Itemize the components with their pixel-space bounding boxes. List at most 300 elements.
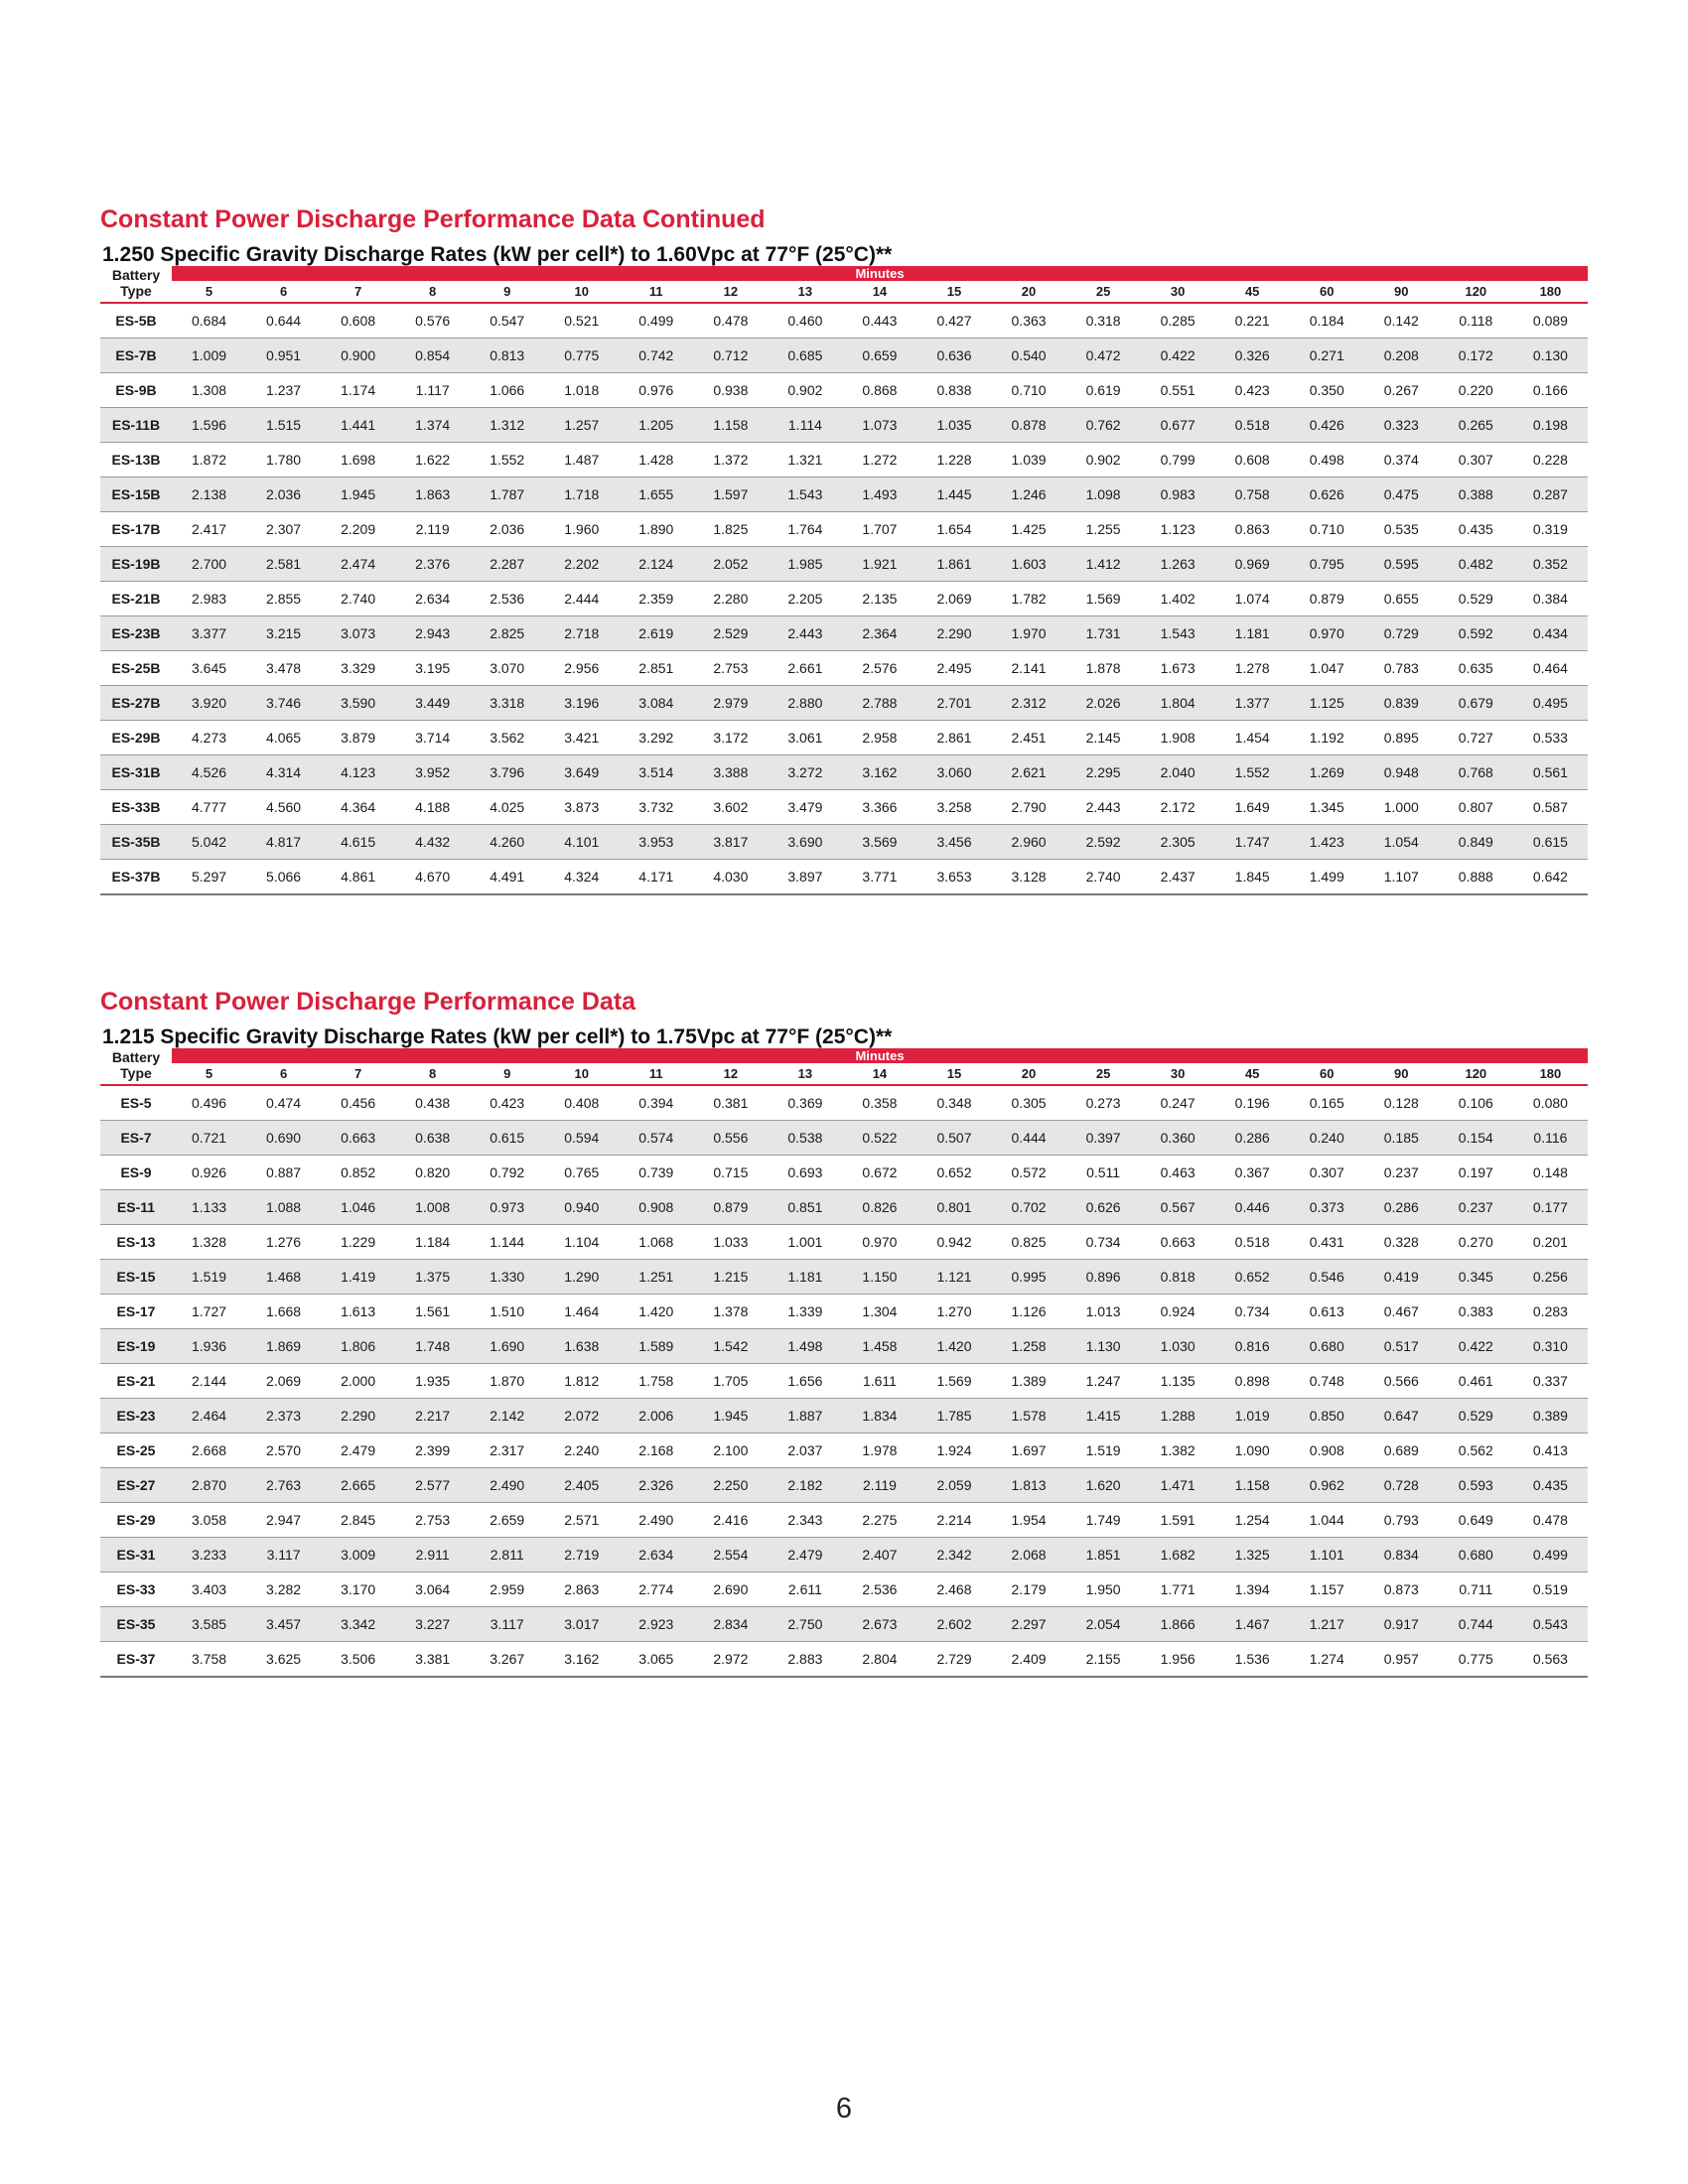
value-cell: 1.046 [321,1190,395,1225]
value-cell: 2.290 [916,616,991,651]
value-cell: 3.196 [544,686,619,721]
value-cell: 2.592 [1066,825,1141,860]
value-cell: 2.036 [470,512,544,547]
value-cell: 0.744 [1439,1607,1513,1642]
value-cell: 1.945 [693,1399,768,1433]
value-cell: 0.970 [1290,616,1364,651]
value-cell: 1.498 [768,1329,842,1364]
value-cell: 2.851 [619,651,693,686]
value-cell: 0.863 [1215,512,1290,547]
value-cell: 1.960 [544,512,619,547]
value-cell: 1.878 [1066,651,1141,686]
value-cell: 1.308 [172,373,246,408]
value-cell: 0.434 [1513,616,1588,651]
value-cell: 2.305 [1141,825,1215,860]
value-cell: 0.854 [395,339,470,373]
value-cell: 1.697 [992,1433,1066,1468]
minutes-row [100,1063,1588,1085]
value-cell: 1.851 [1066,1538,1141,1572]
value-cell: 0.413 [1513,1433,1588,1468]
value-cell: 2.407 [842,1538,916,1572]
value-cell: 0.472 [1066,339,1141,373]
minute-header-cell: 90 [1364,1063,1439,1085]
table-row [100,721,1588,755]
value-cell: 0.237 [1439,1190,1513,1225]
value-cell: 2.673 [842,1607,916,1642]
battery-type-cell: ES-9 [100,1156,172,1190]
value-cell: 2.443 [1066,790,1141,825]
value-cell: 3.388 [693,755,768,790]
value-cell: 1.304 [842,1295,916,1329]
value-cell: 2.069 [916,582,991,616]
minute-header-cell: 5 [172,281,246,303]
battery-type-cell: ES-31B [100,755,172,790]
battery-type-cell: ES-15B [100,478,172,512]
value-cell: 0.801 [916,1190,991,1225]
value-cell: 1.047 [1290,651,1364,686]
battery-type-cell: ES-37 [100,1642,172,1678]
value-cell: 1.135 [1141,1364,1215,1399]
value-cell: 2.972 [693,1642,768,1678]
value-cell: 0.615 [1513,825,1588,860]
value-cell: 0.374 [1364,443,1439,478]
value-cell: 1.758 [619,1364,693,1399]
value-cell: 0.995 [992,1260,1066,1295]
value-cell: 3.366 [842,790,916,825]
value-cell: 2.690 [693,1572,768,1607]
value-cell: 2.753 [693,651,768,686]
value-cell: 1.377 [1215,686,1290,721]
value-cell: 0.408 [544,1085,619,1121]
value-cell: 1.415 [1066,1399,1141,1433]
value-cell: 0.383 [1439,1295,1513,1329]
value-cell: 0.576 [395,303,470,339]
value-cell: 2.373 [246,1399,321,1433]
value-cell: 0.652 [1215,1260,1290,1295]
value-cell: 2.943 [395,616,470,651]
value-cell: 1.000 [1364,790,1439,825]
minute-header-cell: 120 [1439,281,1513,303]
value-cell: 1.039 [992,443,1066,478]
value-cell: 1.035 [916,408,991,443]
value-cell: 0.478 [693,303,768,339]
value-cell: 3.920 [172,686,246,721]
value-cell: 0.467 [1364,1295,1439,1329]
value-cell: 0.729 [1364,616,1439,651]
value-cell: 3.645 [172,651,246,686]
value-cell: 3.449 [395,686,470,721]
value-cell: 4.777 [172,790,246,825]
minute-header-cell: 11 [619,281,693,303]
table-row [100,686,1588,721]
value-cell: 0.849 [1439,825,1513,860]
value-cell: 4.273 [172,721,246,755]
value-cell: 2.100 [693,1433,768,1468]
value-cell: 2.979 [693,686,768,721]
value-cell: 0.529 [1439,582,1513,616]
value-cell: 0.976 [619,373,693,408]
value-cell: 4.123 [321,755,395,790]
table-row [100,443,1588,478]
value-cell: 0.902 [1066,443,1141,478]
value-cell: 0.693 [768,1156,842,1190]
value-cell: 1.747 [1215,825,1290,860]
value-cell: 1.420 [619,1295,693,1329]
battery-type-cell: ES-17B [100,512,172,547]
value-cell: 1.009 [172,339,246,373]
value-cell: 1.074 [1215,582,1290,616]
value-cell: 2.342 [916,1538,991,1572]
value-cell: 0.543 [1513,1607,1588,1642]
value-cell: 1.229 [321,1225,395,1260]
value-cell: 1.698 [321,443,395,478]
value-cell: 0.265 [1439,408,1513,443]
battery-type-cell: ES-13 [100,1225,172,1260]
value-cell: 0.851 [768,1190,842,1225]
value-cell: 3.329 [321,651,395,686]
value-cell: 0.562 [1439,1433,1513,1468]
value-cell: 1.330 [470,1260,544,1295]
value-cell: 1.258 [992,1329,1066,1364]
minute-header-cell: 90 [1364,281,1439,303]
value-cell: 1.597 [693,478,768,512]
value-cell: 1.328 [172,1225,246,1260]
value-cell: 0.456 [321,1085,395,1121]
value-cell: 2.880 [768,686,842,721]
battery-type-cell: ES-37B [100,860,172,895]
value-cell: 1.121 [916,1260,991,1295]
value-cell: 0.792 [470,1156,544,1190]
battery-type-cell: ES-11B [100,408,172,443]
value-cell: 1.950 [1066,1572,1141,1607]
value-cell: 0.540 [992,339,1066,373]
value-cell: 0.896 [1066,1260,1141,1295]
battery-type-cell: ES-21B [100,582,172,616]
value-cell: 0.482 [1439,547,1513,582]
value-cell: 2.861 [916,721,991,755]
value-cell: 1.374 [395,408,470,443]
value-cell: 0.970 [842,1225,916,1260]
value-cell: 1.845 [1215,860,1290,895]
value-cell: 0.649 [1439,1503,1513,1538]
value-cell: 2.026 [1066,686,1141,721]
value-cell: 0.702 [992,1190,1066,1225]
minutes-header: Minutes [172,1048,1588,1063]
value-cell: 2.297 [992,1607,1066,1642]
value-cell: 0.825 [992,1225,1066,1260]
value-cell: 1.008 [395,1190,470,1225]
value-cell: 2.855 [246,582,321,616]
value-cell: 0.247 [1141,1085,1215,1121]
value-cell: 1.158 [1215,1468,1290,1503]
value-cell: 3.478 [246,651,321,686]
value-cell: 2.554 [693,1538,768,1572]
value-cell: 1.428 [619,443,693,478]
value-cell: 1.325 [1215,1538,1290,1572]
value-cell: 4.491 [470,860,544,895]
value-cell: 2.275 [842,1503,916,1538]
table-row [100,339,1588,373]
value-cell: 1.727 [172,1295,246,1329]
minute-header-cell: 5 [172,1063,246,1085]
value-cell: 0.566 [1364,1364,1439,1399]
value-cell: 0.177 [1513,1190,1588,1225]
value-cell: 1.073 [842,408,916,443]
battery-type-cell: ES-33B [100,790,172,825]
value-cell: 0.172 [1439,339,1513,373]
value-cell: 3.952 [395,755,470,790]
value-cell: 0.838 [916,373,991,408]
value-cell: 0.983 [1141,478,1215,512]
value-cell: 2.295 [1066,755,1141,790]
battery-type-cell: ES-5 [100,1085,172,1121]
value-cell: 1.019 [1215,1399,1290,1433]
value-cell: 1.033 [693,1225,768,1260]
section-continued [100,205,1588,895]
value-cell: 2.168 [619,1433,693,1468]
table-row [100,547,1588,582]
value-cell: 2.138 [172,478,246,512]
table-row [100,1607,1588,1642]
value-cell: 1.228 [916,443,991,478]
battery-type-header [100,1048,172,1085]
minute-header-cell: 120 [1439,1063,1513,1085]
value-cell: 3.061 [768,721,842,755]
value-cell: 3.215 [246,616,321,651]
value-cell: 0.287 [1513,478,1588,512]
minute-header-cell: 45 [1215,1063,1290,1085]
value-cell: 1.290 [544,1260,619,1295]
value-cell: 0.684 [172,303,246,339]
value-cell: 0.775 [1439,1642,1513,1678]
value-cell: 2.490 [619,1503,693,1538]
value-cell: 3.569 [842,825,916,860]
minute-header-cell: 6 [246,1063,321,1085]
minute-header-cell: 10 [544,281,619,303]
value-cell: 0.926 [172,1156,246,1190]
value-cell: 0.197 [1439,1156,1513,1190]
value-cell: 0.507 [916,1121,991,1156]
value-cell: 2.740 [1066,860,1141,895]
value-cell: 0.635 [1439,651,1513,686]
value-cell: 0.663 [1141,1225,1215,1260]
value-cell: 0.765 [544,1156,619,1190]
value-cell: 2.437 [1141,860,1215,895]
value-cell: 3.746 [246,686,321,721]
value-cell: 0.636 [916,339,991,373]
value-cell: 2.659 [470,1503,544,1538]
table-body [100,303,1588,894]
value-cell: 1.954 [992,1503,1066,1538]
minute-header-cell: 14 [842,1063,916,1085]
battery-type-cell: ES-17 [100,1295,172,1329]
value-cell: 3.817 [693,825,768,860]
value-cell: 1.543 [768,478,842,512]
value-cell: 1.591 [1141,1503,1215,1538]
minute-header-cell: 25 [1066,281,1141,303]
value-cell: 3.585 [172,1607,246,1642]
value-cell: 0.422 [1439,1329,1513,1364]
value-cell: 1.731 [1066,616,1141,651]
table-header [100,1048,1588,1085]
value-cell: 1.519 [1066,1433,1141,1468]
value-cell: 0.283 [1513,1295,1588,1329]
table-row [100,1642,1588,1678]
value-cell: 1.970 [992,616,1066,651]
value-cell: 0.973 [470,1190,544,1225]
value-cell: 1.924 [916,1433,991,1468]
table-row [100,512,1588,547]
table-row [100,616,1588,651]
value-cell: 1.869 [246,1329,321,1364]
value-cell: 1.288 [1141,1399,1215,1433]
value-cell: 4.030 [693,860,768,895]
minute-header-cell: 11 [619,1063,693,1085]
value-cell: 1.394 [1215,1572,1290,1607]
value-cell: 2.602 [916,1607,991,1642]
value-cell: 0.672 [842,1156,916,1190]
value-cell: 0.240 [1290,1121,1364,1156]
value-cell: 2.911 [395,1538,470,1572]
value-cell: 2.845 [321,1503,395,1538]
value-cell: 2.947 [246,1503,321,1538]
value-cell: 3.162 [842,755,916,790]
battery-type-cell: ES-29 [100,1503,172,1538]
value-cell: 1.125 [1290,686,1364,721]
type-header-label: Type [120,1065,152,1081]
value-cell: 2.718 [544,616,619,651]
value-cell: 0.879 [1290,582,1364,616]
value-cell: 0.563 [1513,1642,1588,1678]
battery-type-cell: ES-29B [100,721,172,755]
value-cell: 0.887 [246,1156,321,1190]
value-cell: 1.908 [1141,721,1215,755]
battery-header-label: Battery [111,1049,161,1065]
value-cell: 3.258 [916,790,991,825]
value-cell: 0.184 [1290,303,1364,339]
value-cell: 0.228 [1513,443,1588,478]
value-cell: 0.533 [1513,721,1588,755]
value-cell: 0.663 [321,1121,395,1156]
value-cell: 2.119 [395,512,470,547]
value-cell: 2.214 [916,1503,991,1538]
value-cell: 0.286 [1215,1121,1290,1156]
value-cell: 0.208 [1364,339,1439,373]
value-cell: 2.059 [916,1468,991,1503]
value-cell: 1.375 [395,1260,470,1295]
value-cell: 0.080 [1513,1085,1588,1121]
value-cell: 0.256 [1513,1260,1588,1295]
minute-header-cell: 9 [470,1063,544,1085]
battery-type-cell: ES-23B [100,616,172,651]
value-cell: 1.764 [768,512,842,547]
section-subtitle: 1.215 Specific Gravity Discharge Rates (kW per cell*) to 1.75Vpc at 77°F (25°C)** [102,1025,893,1048]
value-cell: 1.673 [1141,651,1215,686]
battery-type-cell: ES-23 [100,1399,172,1433]
value-cell: 0.198 [1513,408,1588,443]
value-cell: 1.114 [768,408,842,443]
battery-type-cell: ES-33 [100,1572,172,1607]
value-cell: 0.938 [693,373,768,408]
value-cell: 1.561 [395,1295,470,1329]
value-cell: 2.416 [693,1503,768,1538]
value-cell: 0.397 [1066,1121,1141,1156]
value-cell: 1.237 [246,373,321,408]
value-cell: 1.569 [1066,582,1141,616]
value-cell: 0.519 [1513,1572,1588,1607]
value-cell: 2.376 [395,547,470,582]
value-cell: 0.499 [619,303,693,339]
value-cell: 0.895 [1364,721,1439,755]
value-cell: 2.364 [842,616,916,651]
value-cell: 0.237 [1364,1156,1439,1190]
value-cell: 1.771 [1141,1572,1215,1607]
value-cell: 2.054 [1066,1607,1141,1642]
value-cell: 2.883 [768,1642,842,1678]
value-cell: 0.818 [1141,1260,1215,1295]
value-cell: 2.611 [768,1572,842,1607]
value-cell: 0.345 [1439,1260,1513,1295]
battery-header-label: Battery [111,267,161,283]
value-cell: 0.793 [1364,1503,1439,1538]
value-cell: 3.272 [768,755,842,790]
value-cell: 2.753 [395,1503,470,1538]
value-cell: 3.009 [321,1538,395,1572]
battery-type-cell: ES-19 [100,1329,172,1364]
value-cell: 0.567 [1141,1190,1215,1225]
value-cell: 3.381 [395,1642,470,1678]
value-cell: 4.526 [172,755,246,790]
value-cell: 1.157 [1290,1572,1364,1607]
value-cell: 1.104 [544,1225,619,1260]
value-cell: 0.685 [768,339,842,373]
value-cell: 2.037 [768,1433,842,1468]
value-cell: 2.959 [470,1572,544,1607]
value-cell: 3.117 [470,1607,544,1642]
value-cell: 2.006 [619,1399,693,1433]
value-cell: 0.142 [1364,303,1439,339]
value-cell: 1.543 [1141,616,1215,651]
value-cell: 0.908 [619,1190,693,1225]
battery-type-cell: ES-27 [100,1468,172,1503]
battery-type-cell: ES-31 [100,1538,172,1572]
table-row [100,1399,1588,1433]
table-row [100,1085,1588,1121]
value-cell: 2.479 [768,1538,842,1572]
value-cell: 2.405 [544,1468,619,1503]
minute-header-cell: 45 [1215,281,1290,303]
value-cell: 0.535 [1364,512,1439,547]
value-cell: 0.273 [1066,1085,1141,1121]
minute-header-cell: 13 [768,1063,842,1085]
value-cell: 3.562 [470,721,544,755]
value-cell: 2.217 [395,1399,470,1433]
value-cell: 3.714 [395,721,470,755]
value-cell: 3.879 [321,721,395,755]
type-header-label: Type [120,283,152,299]
value-cell: 0.820 [395,1156,470,1190]
value-cell: 1.445 [916,478,991,512]
value-cell: 0.748 [1290,1364,1364,1399]
value-cell: 3.170 [321,1572,395,1607]
value-cell: 0.900 [321,339,395,373]
value-cell: 0.464 [1513,651,1588,686]
table-row [100,1364,1588,1399]
value-cell: 0.130 [1513,339,1588,373]
value-cell: 1.748 [395,1329,470,1364]
value-cell: 0.323 [1364,408,1439,443]
value-cell: 0.305 [992,1085,1066,1121]
